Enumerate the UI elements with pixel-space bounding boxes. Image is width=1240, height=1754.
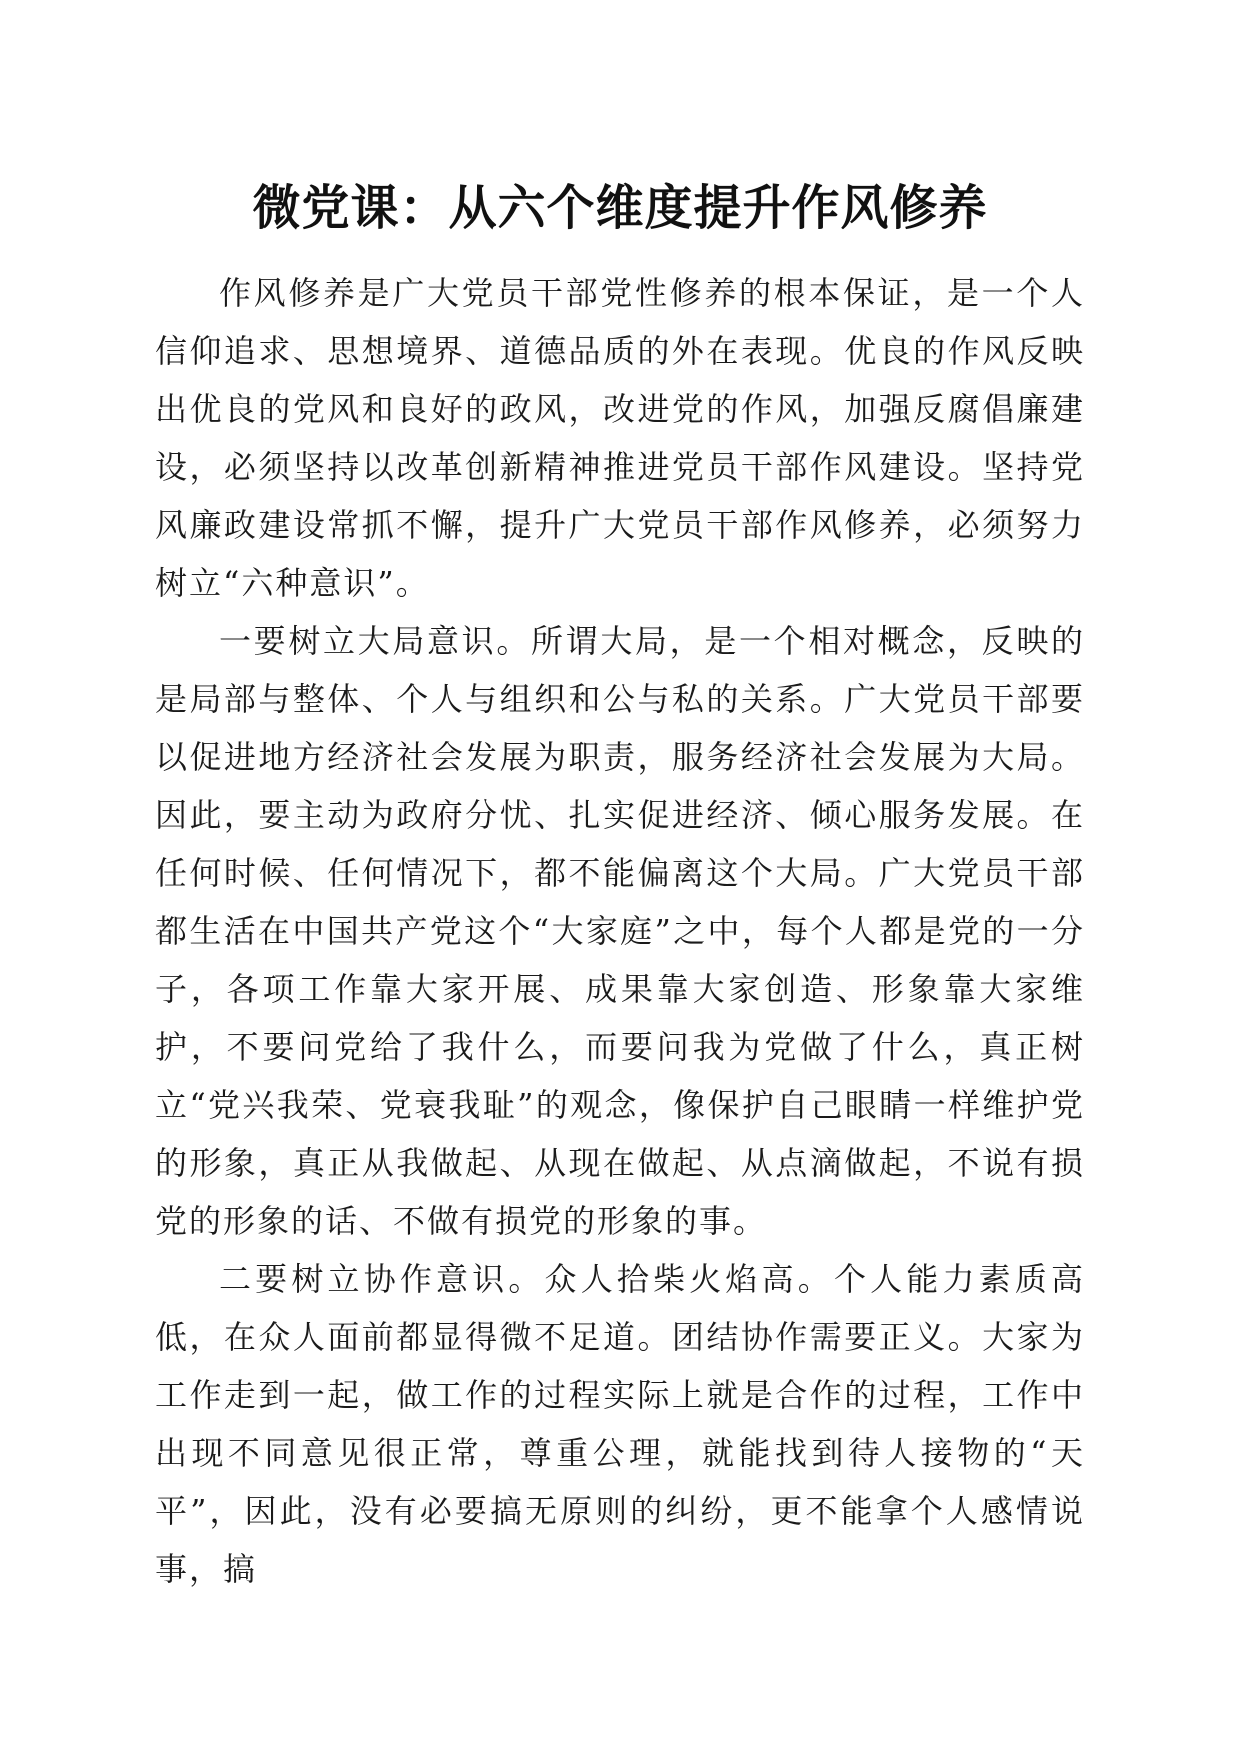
document-title: 微党课：从六个维度提升作风修养 (252, 180, 988, 236)
document-body (155, 264, 1085, 1598)
paragraph-overall-awareness: 一要树立大局意识。所谓大局，是一个相对概念，反映的是局部与整体、个人与组织和公与私的关系。广大党员干部要以促进地方经济社会发展为职责，服务经济社会发展为大局。因此，要主动为政府分忧、扎实促进经济、倾心服务发展。在任何时候、任何情况下，都不能偏离这个大局。广大党员干部都生活在中国共产党这个“大家庭”之中，每个人都是党的一分子，各项工作靠大家开展、成果靠大家创造、形象靠大家维护，不要问党给了我什么，而要问我为党做了什么，真正树立“党兴我荣、党衰我耻”的观念，像保护自己眼睛一样维护党的形象，真正从我做起、从现在做起、从点滴做起，不说有损党的形象的话、不做有损党的形象的事。 (155, 622, 1085, 1240)
paragraph-cooperation-awareness: 二要树立协作意识。众人拾柴火焰高。个人能力素质高低，在众人面前都显得微不足道。团结协作需要正义。大家为工作走到一起，做工作的过程实际上就是合作的过程，工作中出现不同意见很正常，尊重公理，就能找到待人接物的“天平”，因此，没有必要搞无原则的纠纷，更不能拿个人感情说事，搞 (155, 1260, 1085, 1588)
paragraph-intro: 作风修养是广大党员干部党性修养的根本保证，是一个人信仰追求、思想境界、道德品质的外在表现。优良的作风反映出优良的党风和良好的政风，改进党的作风，加强反腐倡廉建设，必须坚持以改革创新精神推进党员干部作风建设。坚持党风廉政建设常抓不懈，提升广大党员干部作风修养，必须努力树立“六种意识”。 (155, 274, 1085, 602)
